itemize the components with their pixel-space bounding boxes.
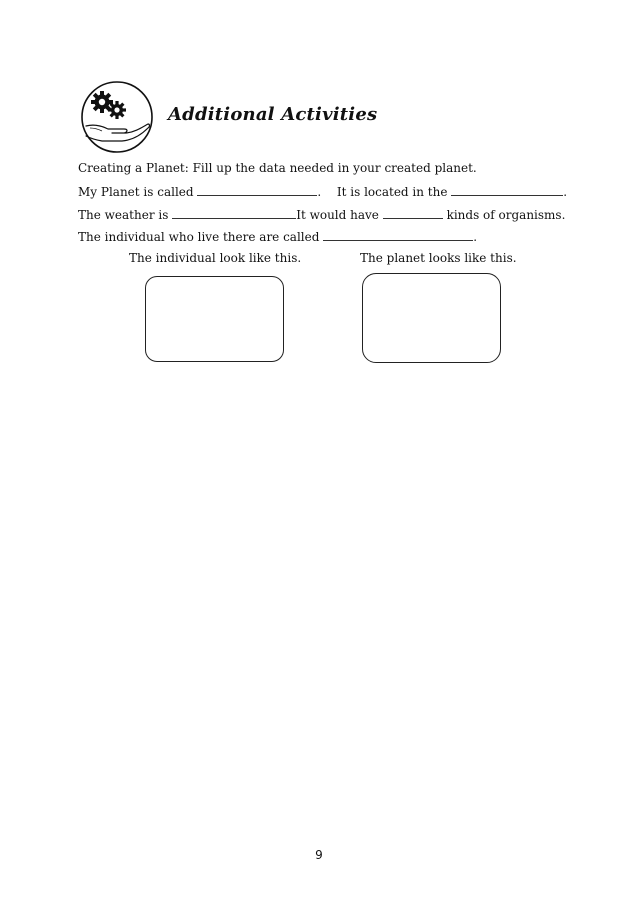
individual-drawing-box[interactable] bbox=[145, 276, 284, 362]
planet-name-label: My Planet is called bbox=[78, 185, 194, 199]
individual-name-line bbox=[78, 229, 477, 244]
organisms-count-blank[interactable] bbox=[383, 207, 443, 219]
planet-location-blank[interactable] bbox=[451, 184, 563, 196]
page-number: 9 bbox=[315, 848, 323, 862]
weather-blank[interactable] bbox=[172, 207, 296, 219]
organisms-suffix: kinds of organisms. bbox=[446, 208, 566, 222]
individual-name-label: The individual who live there are called bbox=[78, 230, 320, 244]
weather-label: The weather is bbox=[78, 208, 169, 222]
planet-name-line bbox=[78, 184, 567, 199]
section-header bbox=[80, 80, 500, 160]
instructions-text: Creating a Planet: Fill up the data needed in your created planet. bbox=[78, 161, 477, 175]
planet-drawing-box[interactable] bbox=[362, 273, 501, 363]
planet-location-period: . bbox=[563, 185, 568, 199]
section-title: Additional Activities bbox=[168, 104, 378, 125]
individual-caption: The individual look like this. bbox=[129, 251, 302, 265]
planet-location-label: It is located in the bbox=[336, 185, 448, 199]
organisms-label: It would have bbox=[296, 208, 379, 222]
planet-name-blank[interactable] bbox=[197, 184, 317, 196]
planet-caption: The planet looks like this. bbox=[360, 251, 517, 265]
weather-line bbox=[78, 207, 565, 222]
individual-name-blank[interactable] bbox=[323, 229, 473, 241]
gears-on-hand-icon bbox=[80, 80, 154, 154]
individual-name-period: . bbox=[473, 230, 478, 244]
planet-name-period: . bbox=[317, 185, 322, 199]
